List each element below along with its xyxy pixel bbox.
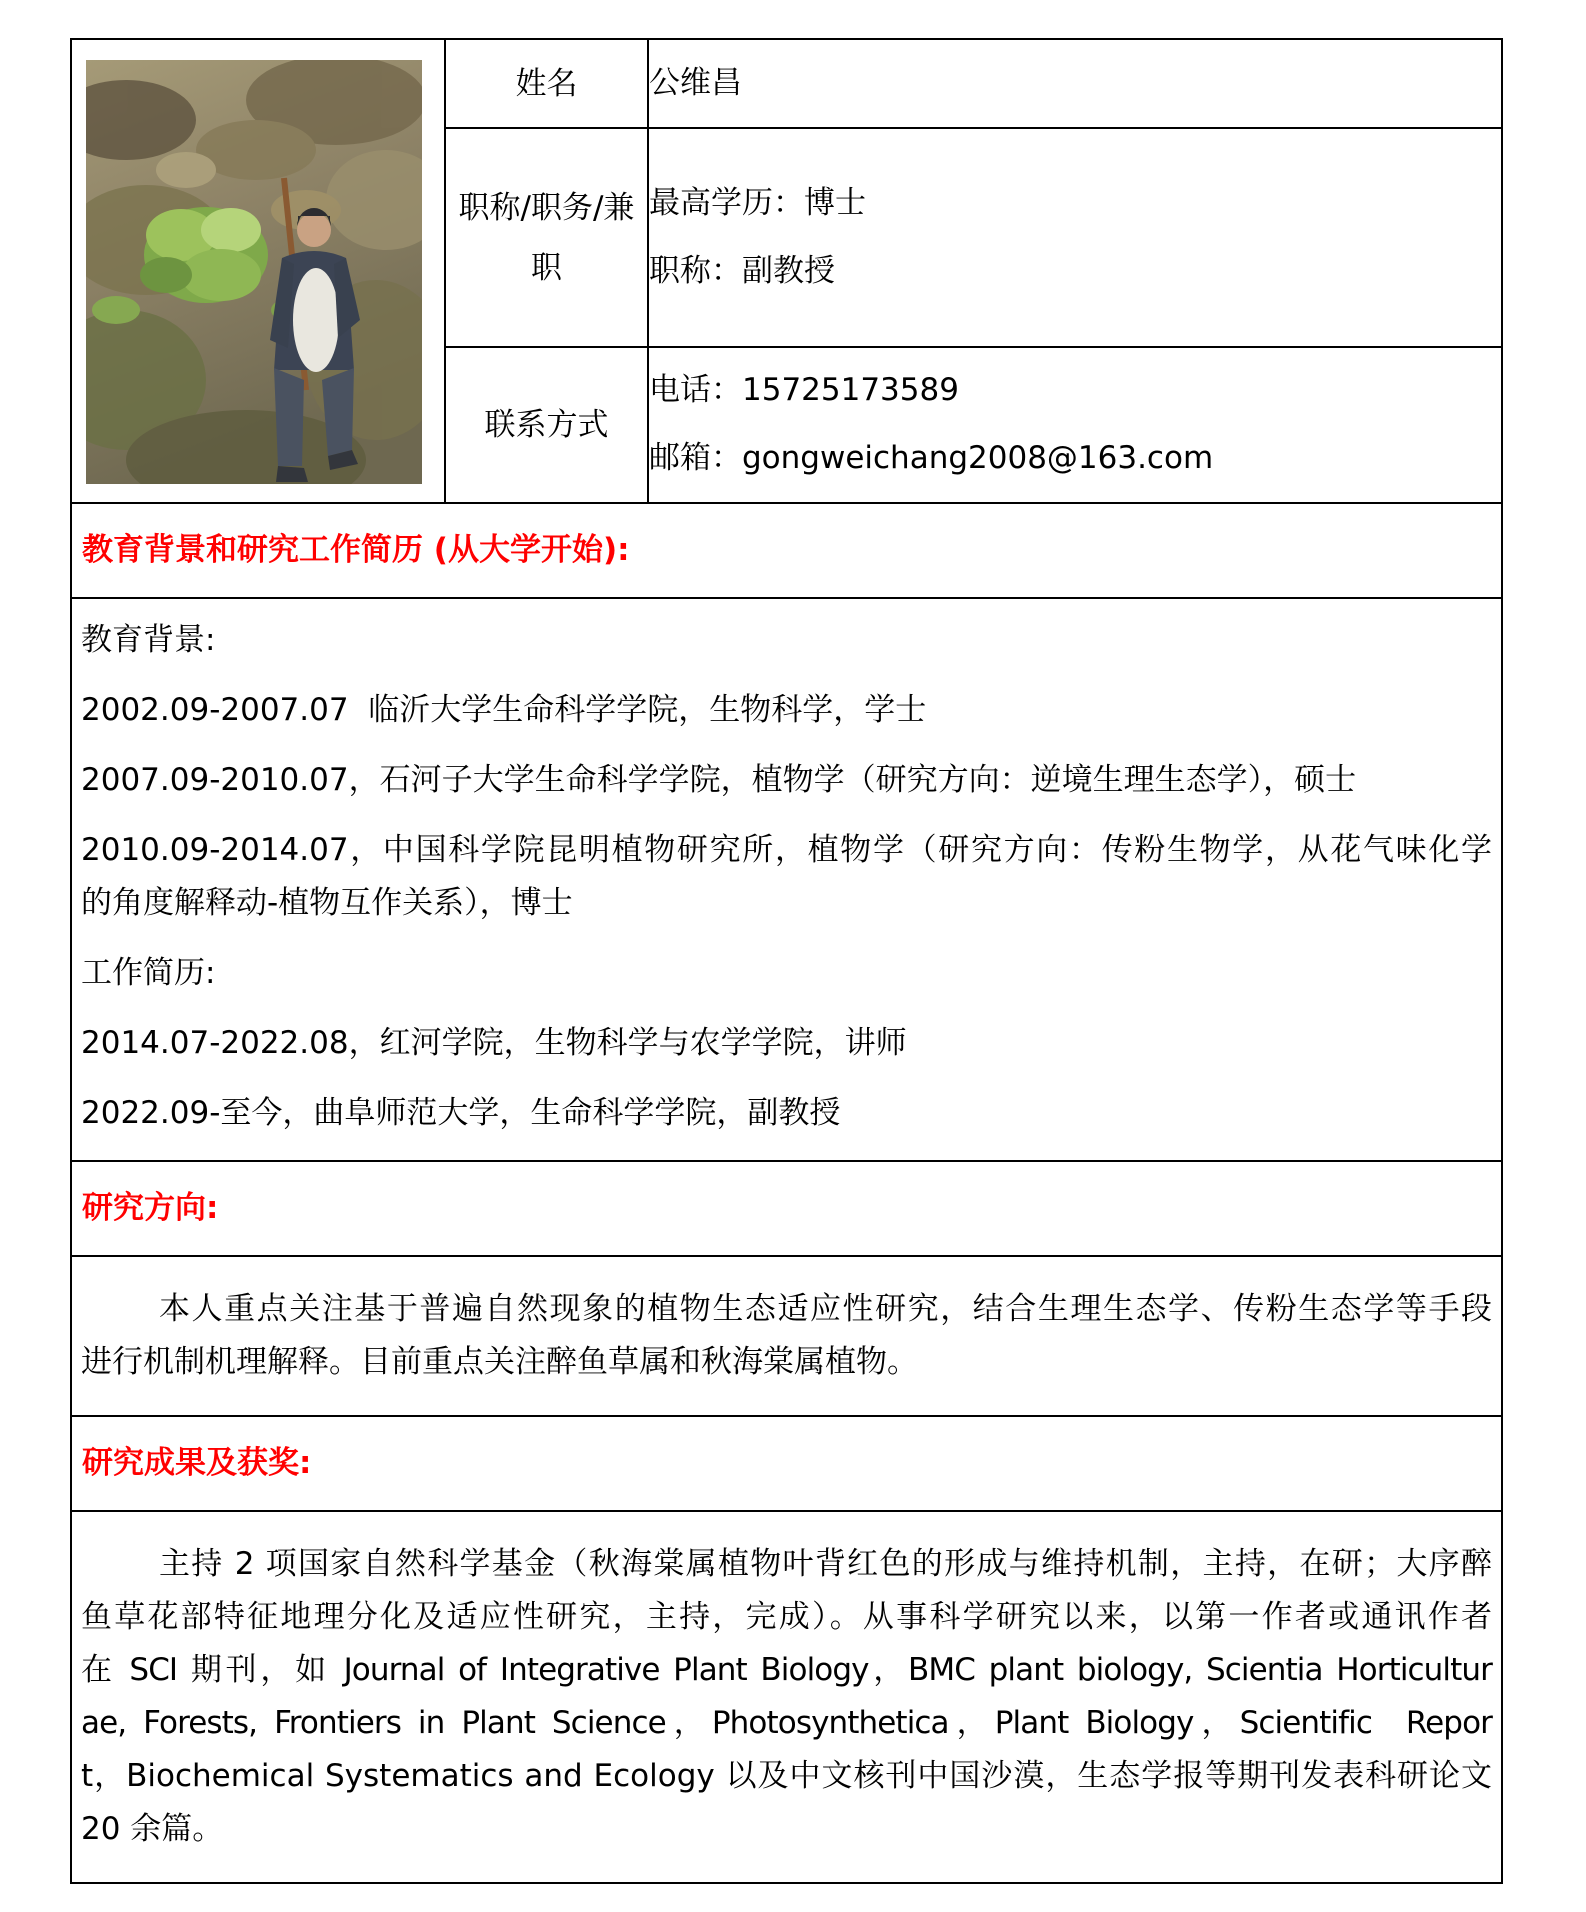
contact-value-cell	[648, 347, 1501, 502]
section-heading-research-direction	[72, 1160, 1501, 1255]
profile-photo	[86, 60, 422, 484]
section-research-direction-content	[72, 1255, 1501, 1415]
text-line: 2022.09-至今，曲阜师范大学，生命科学学院，副教授	[81, 1095, 841, 1131]
section-heading-text: 教育背景和研究工作简历 (从大学开始):	[82, 532, 630, 568]
section-heading-text: 研究成果及获奖:	[82, 1445, 312, 1481]
section-heading-text: 研究方向:	[82, 1190, 219, 1226]
contact-label: 联系方式	[445, 347, 648, 502]
degree-value: 最高学历：博士	[649, 185, 866, 222]
text-line: 鱼草花部特征地理分化及适应性研究，主持，完成）。从事科学研究以来，以第一作者或通讯作者	[81, 1599, 1492, 1635]
cv-document	[70, 38, 1503, 1884]
phone-value: 电话：15725173589	[649, 372, 959, 409]
title-value-cell	[648, 128, 1501, 347]
profile-table	[72, 40, 1501, 502]
paragraph	[81, 1017, 1492, 1070]
section-education-content	[72, 597, 1501, 1160]
paragraph	[81, 947, 1492, 1000]
table-row	[72, 40, 1501, 128]
text-line: t，Biochemical Systematics and Ecology 以及中文核刊中国沙漠，生态学报等期刊发表科研论文	[81, 1758, 1492, 1794]
paragraph	[81, 754, 1492, 807]
text-line: 本人重点关注基于普遍自然现象的植物生态适应性研究，结合生理生态学、传粉生态学等手段	[159, 1291, 1492, 1327]
text-line: 20 余篇。	[81, 1811, 224, 1847]
text-line: 2014.07-2022.08，红河学院，生物科学与农学学院，讲师	[81, 1025, 907, 1061]
text-line: 在 SCI 期刊，如 Journal of Integrative Plant Biology，BMC plant biology, Scientia Horticultur	[81, 1652, 1492, 1688]
rank-value: 职称：副教授	[649, 253, 835, 290]
text-line: 主持 2 项国家自然科学基金（秋海棠属植物叶背红色的形成与维持机制，主持，在研；大序醉	[159, 1546, 1492, 1582]
paragraph	[81, 1538, 1492, 1856]
text-line: 2002.09-2007.07 临沂大学生命科学学院，生物科学，学士	[81, 692, 927, 728]
name-value: 公维昌	[649, 65, 742, 102]
text-line: 的角度解释动-植物互作关系），博士	[81, 885, 573, 921]
profile-photo-graphic	[86, 60, 422, 484]
text-line: 2007.09-2010.07，石河子大学生命科学学院，植物学（研究方向：逆境生理生态学），硕士	[81, 762, 1357, 798]
text-line: 2010.09-2014.07，中国科学院昆明植物研究所，植物学（研究方向：传粉生物学，从花气味化学	[81, 832, 1492, 868]
name-value-cell	[648, 40, 1501, 128]
section-achievements-content	[72, 1510, 1501, 1882]
text-line: 教育背景:	[81, 622, 216, 658]
paragraph	[81, 1283, 1492, 1389]
section-heading-education	[72, 502, 1501, 597]
email-value: 邮箱：gongweichang2008@163.com	[649, 440, 1214, 477]
text-line: ae, Forests, Frontiers in Plant Science，Photosynthetica，Plant Biology，Scientific Repor	[81, 1705, 1492, 1741]
name-label: 姓名	[445, 40, 648, 128]
section-heading-achievements	[72, 1415, 1501, 1510]
paragraph	[81, 614, 1492, 667]
paragraph	[81, 684, 1492, 737]
paragraph	[81, 1087, 1492, 1140]
title-label: 职称/职务/兼职	[445, 128, 648, 347]
paragraph	[81, 824, 1492, 930]
photo-cell	[72, 40, 445, 502]
text-line: 工作简历:	[81, 955, 216, 991]
text-line: 进行机制机理解释。目前重点关注醉鱼草属和秋海棠属植物。	[81, 1344, 918, 1380]
